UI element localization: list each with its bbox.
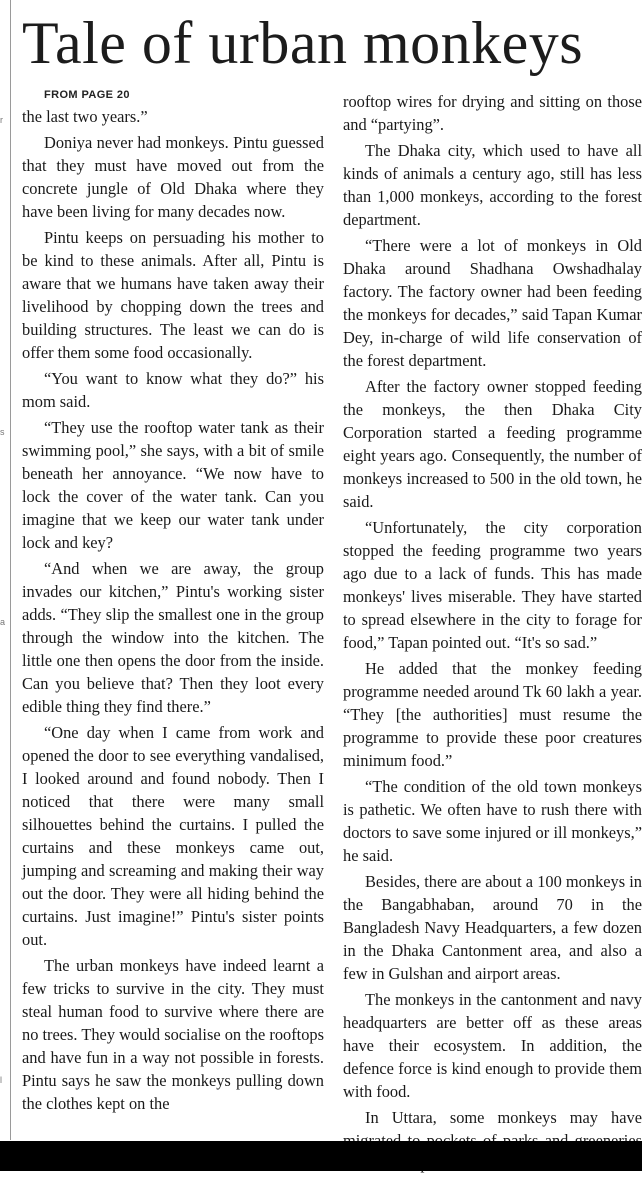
paragraph: After the factory owner stopped feeding the monkeys, the then Dhaka City Corporation started a feeding programme eight years ago. Consequently, the number of monkeys increased to 500 in the old town, he said.	[343, 377, 642, 511]
margin-mark: s	[0, 427, 5, 437]
paragraph: He added that the monkey feeding programme needed around Tk 60 lakh a year. “They [the authorities] must resume the programme to provide these poor creatures minimum food.”	[343, 659, 642, 770]
article-column-left	[22, 88, 324, 1118]
paragraph: The monkeys in the cantonment and navy headquarters are better off as these areas have their ecosystem. In addition, the defence force is kind enough to provide them with food.	[343, 990, 642, 1101]
paragraph: “They use the rooftop water tank as their swimming pool,” she says, with a bit of smile beneath her annoyance. “We now have to lock the cover of the water tank. Can you imagine that we keep our water tank under lock and key?	[22, 418, 324, 552]
paragraph: “One day when I came from work and opened the door to see everything vandalised, I looked around and found nobody. Then I noticed that there were many small silhouettes behind the curtains. I pulled the curtains and these monkeys came out, jumping and screaming and making their way out the door. They were all hiding behind the curtains. Just imagine!” Pintu's sister points out.	[22, 723, 324, 949]
paragraph: “And when we are away, the group invades our kitchen,” Pintu's working sister adds. “They slip the smallest one in the group through the window into the kitchen. The little one then opens the door from the inside. Can you believe that? Then they loot every edible thing they find there.”	[22, 559, 324, 716]
headline: Tale of urban monkeys	[22, 10, 584, 76]
paragraph: “There were a lot of monkeys in Old Dhaka around Shadhana Owshadhalay factory. The factory owner had been feeding the monkeys for decades,” said Tapan Kumar Dey, in-charge of wild life conservation of the forest department.	[343, 236, 642, 370]
paragraph: Pintu keeps on persuading his mother to be kind to these animals. After all, Pintu is aware that we humans have taken away their livelihood by chopping down the trees and building structures. The least we can do is offer them some food occasionally.	[22, 228, 324, 362]
paragraph: “You want to know what they do?” his mom said.	[22, 369, 324, 411]
margin-crop-marks	[0, 0, 9, 1140]
column-rule	[10, 0, 11, 1140]
paragraph: Besides, there are about a 100 monkeys in the Bangabhaban, around 70 in the Bangladesh Navy Headquarters, a few dozen in the Dhaka Cantonment area, and also a few in Gulshan and airport areas.	[343, 872, 642, 983]
paragraph: The urban monkeys have indeed learnt a few tricks to survive in the city. They must steal human food to survive where there are no trees. They would socialise on the rooftops and have fun in a way not possible in forests. Pintu says he saw the monkeys pulling down the clothes kept on the	[22, 956, 324, 1113]
margin-mark: l	[0, 1075, 2, 1085]
paragraph: The Dhaka city, which used to have all kinds of animals a century ago, still has less than 1,000 monkeys, according to the forest department.	[343, 141, 642, 229]
jump-line: FROM PAGE 20	[44, 89, 130, 101]
paragraph: In Uttara, some monkeys may have	[365, 1108, 642, 1127]
scan-border-bar	[0, 1141, 642, 1171]
paragraph: the last two years.”	[22, 107, 148, 126]
margin-mark: r	[0, 115, 3, 125]
paragraph: “Unfortunately, the city corporation stopped the feeding programme two years ago due to a lack of funds. This has made monkeys' lives miserable. They have started to spread elsewhere in the city to forage for food,” Tapan pointed out. “It's so sad.”	[343, 518, 642, 652]
article-column-right	[343, 90, 642, 1178]
paragraph: Doniya never had monkeys. Pintu guessed that they must have moved out from the concrete jungle of Old Dhaka where they have been living for many decades now.	[22, 133, 324, 221]
paragraph: “The condition of the old town monkeys is pathetic. We often have to rush there with doctors to save some injured or ill monkeys,” he said.	[343, 777, 642, 865]
paragraph: rooftop wires for drying and sitting on those and “partying”.	[343, 92, 642, 134]
margin-mark: a	[0, 617, 6, 627]
